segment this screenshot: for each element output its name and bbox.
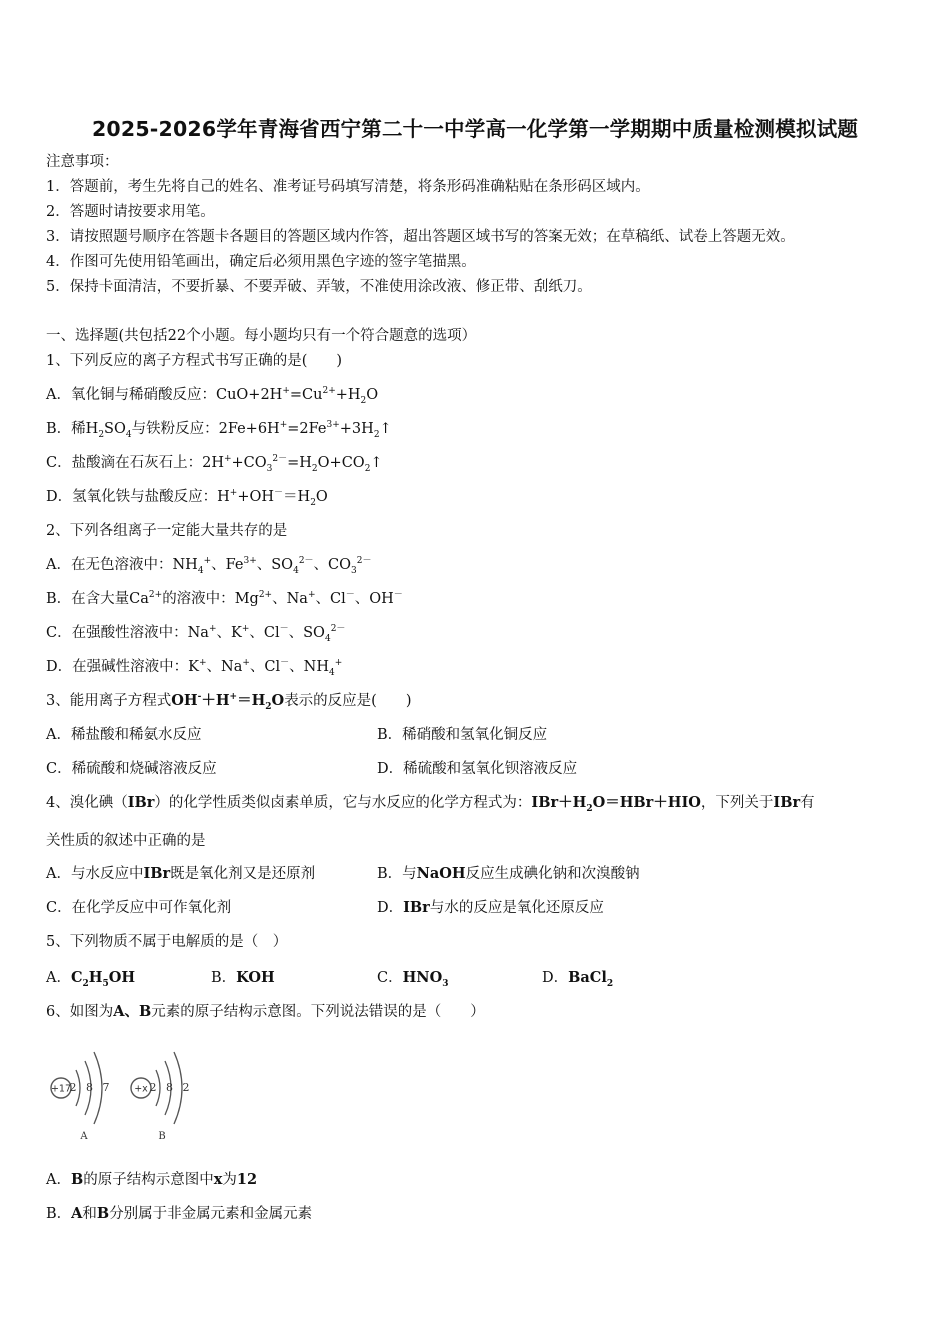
notice-item-2: 2．答题时请按要求用笔。	[46, 204, 215, 220]
notice-item-1: 1．答题前，考生先将自己的姓名、准考证号码填写清楚，将条形码准确粘贴在条形码区域内。	[46, 179, 650, 195]
atom-b-shell-electrons: 2 8 2	[149, 1081, 193, 1094]
question-2-option-d: D．在强碱性溶液中：K+、Na+、Cl－、$NH_4^+$	[46, 658, 343, 678]
atom-b-label: B	[158, 1131, 166, 1142]
question-3-option-b: B．稀硝酸和氢氧化铜反应	[377, 727, 548, 743]
notice-item-5: 5．保持卡面清洁，不要折暴、不要弄破、弄皱，不准使用涂改液、修正带、刮纸刀。	[46, 279, 592, 295]
question-4-option-b: B．与NaOH反应生成碘化钠和次溴酸钠	[377, 865, 640, 882]
question-4-stem-line-2: 关性质的叙述中正确的是	[46, 833, 206, 849]
question-6-stem: 6、如图为A、B元素的原子结构示意图。下列说法错误的是（ ）	[46, 1003, 485, 1020]
question-5-option-a: A．$C_2H_5OH$	[46, 969, 136, 989]
question-4-option-c: C．在化学反应中可作氧化剂	[46, 900, 232, 916]
question-4-option-a: A．与水反应中IBr既是氧化剂又是还原剂	[46, 865, 316, 882]
atom-b-structure-diagram	[124, 1045, 194, 1145]
question-4-stem-line-1: 4、溴化碘（IBr）的化学性质类似卤素单质，它与水反应的化学方程式为：$IBr+H_2O=HBr+HIO$，下列关于IBr有	[46, 794, 815, 814]
notice-item-4: 4．作图可先使用铅笔画出，确定后必须用黑色字迹的签字笔描黑。	[46, 254, 476, 270]
question-3-stem: 3、能用离子方程式$OH^-+H^+=H_2O$表示的反应是( )	[46, 692, 412, 712]
question-5-option-b: B．KOH	[211, 969, 275, 986]
question-1-stem: 1、下列反应的离子方程式书写正确的是( )	[46, 353, 343, 369]
question-6-option-a: A．B的原子结构示意图中x为12	[46, 1171, 258, 1188]
section-heading: 一、选择题(共包括22个小题。每小题均只有一个符合题意的选项）	[46, 328, 477, 344]
question-5-option-c: C．$HNO_3$	[377, 969, 449, 989]
question-2-stem: 2、下列各组离子一定能大量共存的是	[46, 523, 288, 539]
question-2-option-b: B．在含大量$Ca^{2+}$的溶液中：$Mg^{2+}$、Na+、Cl－、OH－	[46, 590, 403, 607]
question-5-stem: 5、下列物质不属于电解质的是（ ）	[46, 934, 288, 950]
question-2-option-a: A．在无色溶液中：$NH_4^+$、$Fe^{3+}$、$SO_4^{2-}$、$CO_3^{2-}$	[46, 556, 372, 576]
question-1-option-a: A．氧化铜与稀硝酸反应：$CuO+2H^+=Cu^{2+}+H_2O$	[46, 386, 379, 406]
question-5-option-d: D．BaCl$_2$	[542, 969, 614, 989]
notice-item-3: 3．请按照题号顺序在答题卡各题目的答题区域内作答，超出答题区域书写的答案无效；在草稿纸、试卷上答题无效。	[46, 229, 795, 245]
question-1-option-c: C．盐酸滴在石灰石上：$2H^++CO_3^{2-}=H_2O+CO_2↑$	[46, 454, 383, 474]
atom-a-structure-diagram	[44, 1045, 114, 1145]
question-3-option-c: C．稀硫酸和烧碱溶液反应	[46, 761, 217, 777]
question-2-option-c: C．在强酸性溶液中：Na+、K+、Cl－、$SO_4^{2-}$	[46, 624, 346, 644]
question-1-option-b: B．稀$H_2SO_4$与铁粉反应：$2Fe+6H^+=2Fe^{3+}+3H_2↑$	[46, 420, 392, 440]
atom-a-shell-electrons: 2 8 7	[69, 1081, 113, 1094]
page-title: 2025-2026学年青海省西宁第二十一中学高一化学第一学期期中质量检测模拟试题	[91, 117, 859, 141]
question-3-option-d: D．稀硫酸和氢氧化钡溶液反应	[377, 761, 578, 777]
question-4-option-d: D．IBr与水的反应是氧化还原反应	[377, 899, 604, 916]
atom-a-label: A	[80, 1131, 88, 1142]
notice-heading: 注意事项：	[46, 154, 119, 170]
question-1-option-d: D．氢氧化铁与盐酸反应：$H^++OH^-=H_2O$	[46, 488, 328, 508]
question-3-option-a: A．稀盐酸和稀氨水反应	[46, 727, 202, 743]
atom-b-nucleus-charge: +x	[134, 1083, 148, 1095]
question-6-option-b: B．A和B分别属于非金属元素和金属元素	[46, 1205, 313, 1222]
atom-a-nucleus-charge: +17	[50, 1083, 72, 1095]
